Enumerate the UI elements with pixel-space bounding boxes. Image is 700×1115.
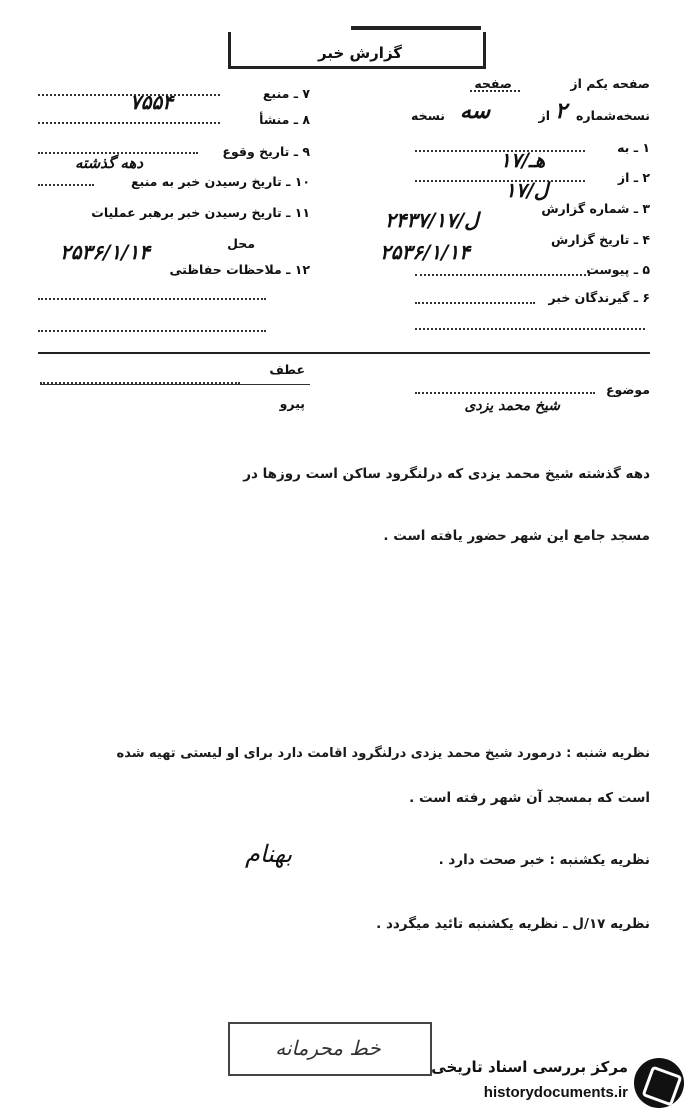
report-no-label: ۳ ـ شماره گزارش [541,201,650,216]
origin-label: ۸ ـ منشأ [259,112,310,127]
opinion-source-line-2: است که بمسجد آن شهر رفته است . [409,790,650,806]
to-value: ۱۷/هـ [500,148,546,172]
from-dots [415,180,585,182]
follow-label: پیرو [279,396,305,411]
subject-label: موضوع [605,382,650,397]
opinion-sunday: نظریه یکشنبه : خبر صحت دارد . [438,852,650,868]
ref-underline [40,384,310,385]
page-line-a: صفحه یکم از [570,76,650,91]
occurrence-date-label: ۹ ـ تاریخ وقوع [222,144,310,159]
news-to-leader-label: ۱۱ ـ تاریخ رسیدن خبر برهبر عملیات [91,205,310,220]
origin-dots [38,122,220,124]
page-title: گزارش خبر [317,44,403,62]
news-to-source-label: ۱۰ ـ تاریخ رسیدن خبر به منبع [130,174,310,189]
from-label: ۲ ـ از [617,170,650,185]
opinion-17: نظریه ۱۷/ل ـ نظریه یکشنبه تائید میگردد . [376,916,650,932]
copy-line-a: نسخه‌شماره [576,108,650,123]
watermark-url: historydocuments.ir [483,1084,628,1101]
title-bar [351,26,481,30]
recipients-label: ۶ ـ گیرندگان خبر [548,290,650,305]
attachment-label: ۵ ـ پیوست [586,262,650,277]
from-value: ۱۷/ل [505,178,549,202]
source-dots [38,94,220,96]
news-to-leader-value: ۲۵۳۶/۱/۱۴ [60,240,150,264]
subject-dots [415,392,595,394]
body-line-2: مسجد جامع این شهر حضور یافته است . [383,528,650,544]
opinion-sunday-signature: بهنام [245,840,293,868]
subject-value: شیخ محمد یزدی [464,398,560,414]
source-label: ۷ ـ منبع [262,86,310,101]
copy-line-b: از [538,108,550,123]
watermark-name: مرکز بررسی اسناد تاریخی [431,1058,628,1076]
place-label: محل [227,236,255,251]
ref-label: عطف [269,362,305,377]
report-date-value: ۲۵۳۶/۱/۱۴ [380,240,470,264]
page-line-b: صفحه [474,76,512,91]
attachment-dots [415,274,590,276]
recipients-dots-1 [415,302,535,304]
page-dots [470,90,520,92]
body-line-1: دهه گذشته شیخ محمد یزدی که درلنگرود ساکن است روزها در [243,466,650,482]
report-date-label: ۴ ـ تاریخ گزارش [550,232,650,247]
news-to-source-dots [38,184,94,186]
occurrence-date-value: دهه گذشته [75,154,144,172]
copy-total-handwritten: سه [460,98,491,124]
report-no-value: ۲۴۳۷/۱۷/ل [385,208,479,232]
copy-line-c: نسخه [410,108,445,123]
stamp-text: خط محرمانه [275,1036,381,1060]
section-divider [38,352,650,354]
to-label: ۱ ـ به [617,140,650,155]
copy-number-handwritten: ۲ [555,98,567,124]
security-dots-1 [38,298,266,300]
ref-dots [40,382,240,384]
source-value: ۷۵۵۴ [130,90,173,114]
security-dots-2 [38,330,266,332]
archive-logo-icon [634,1058,684,1108]
recipients-dots-2 [415,328,645,330]
security-notes-label: ۱۲ ـ ملاحظات حفاظتی [169,262,310,277]
opinion-source-line-1: نظریه شنبه : درمورد شیخ محمد یزدی درلنگرود اقامت دارد برای او لیستی تهیه شده [116,746,650,761]
